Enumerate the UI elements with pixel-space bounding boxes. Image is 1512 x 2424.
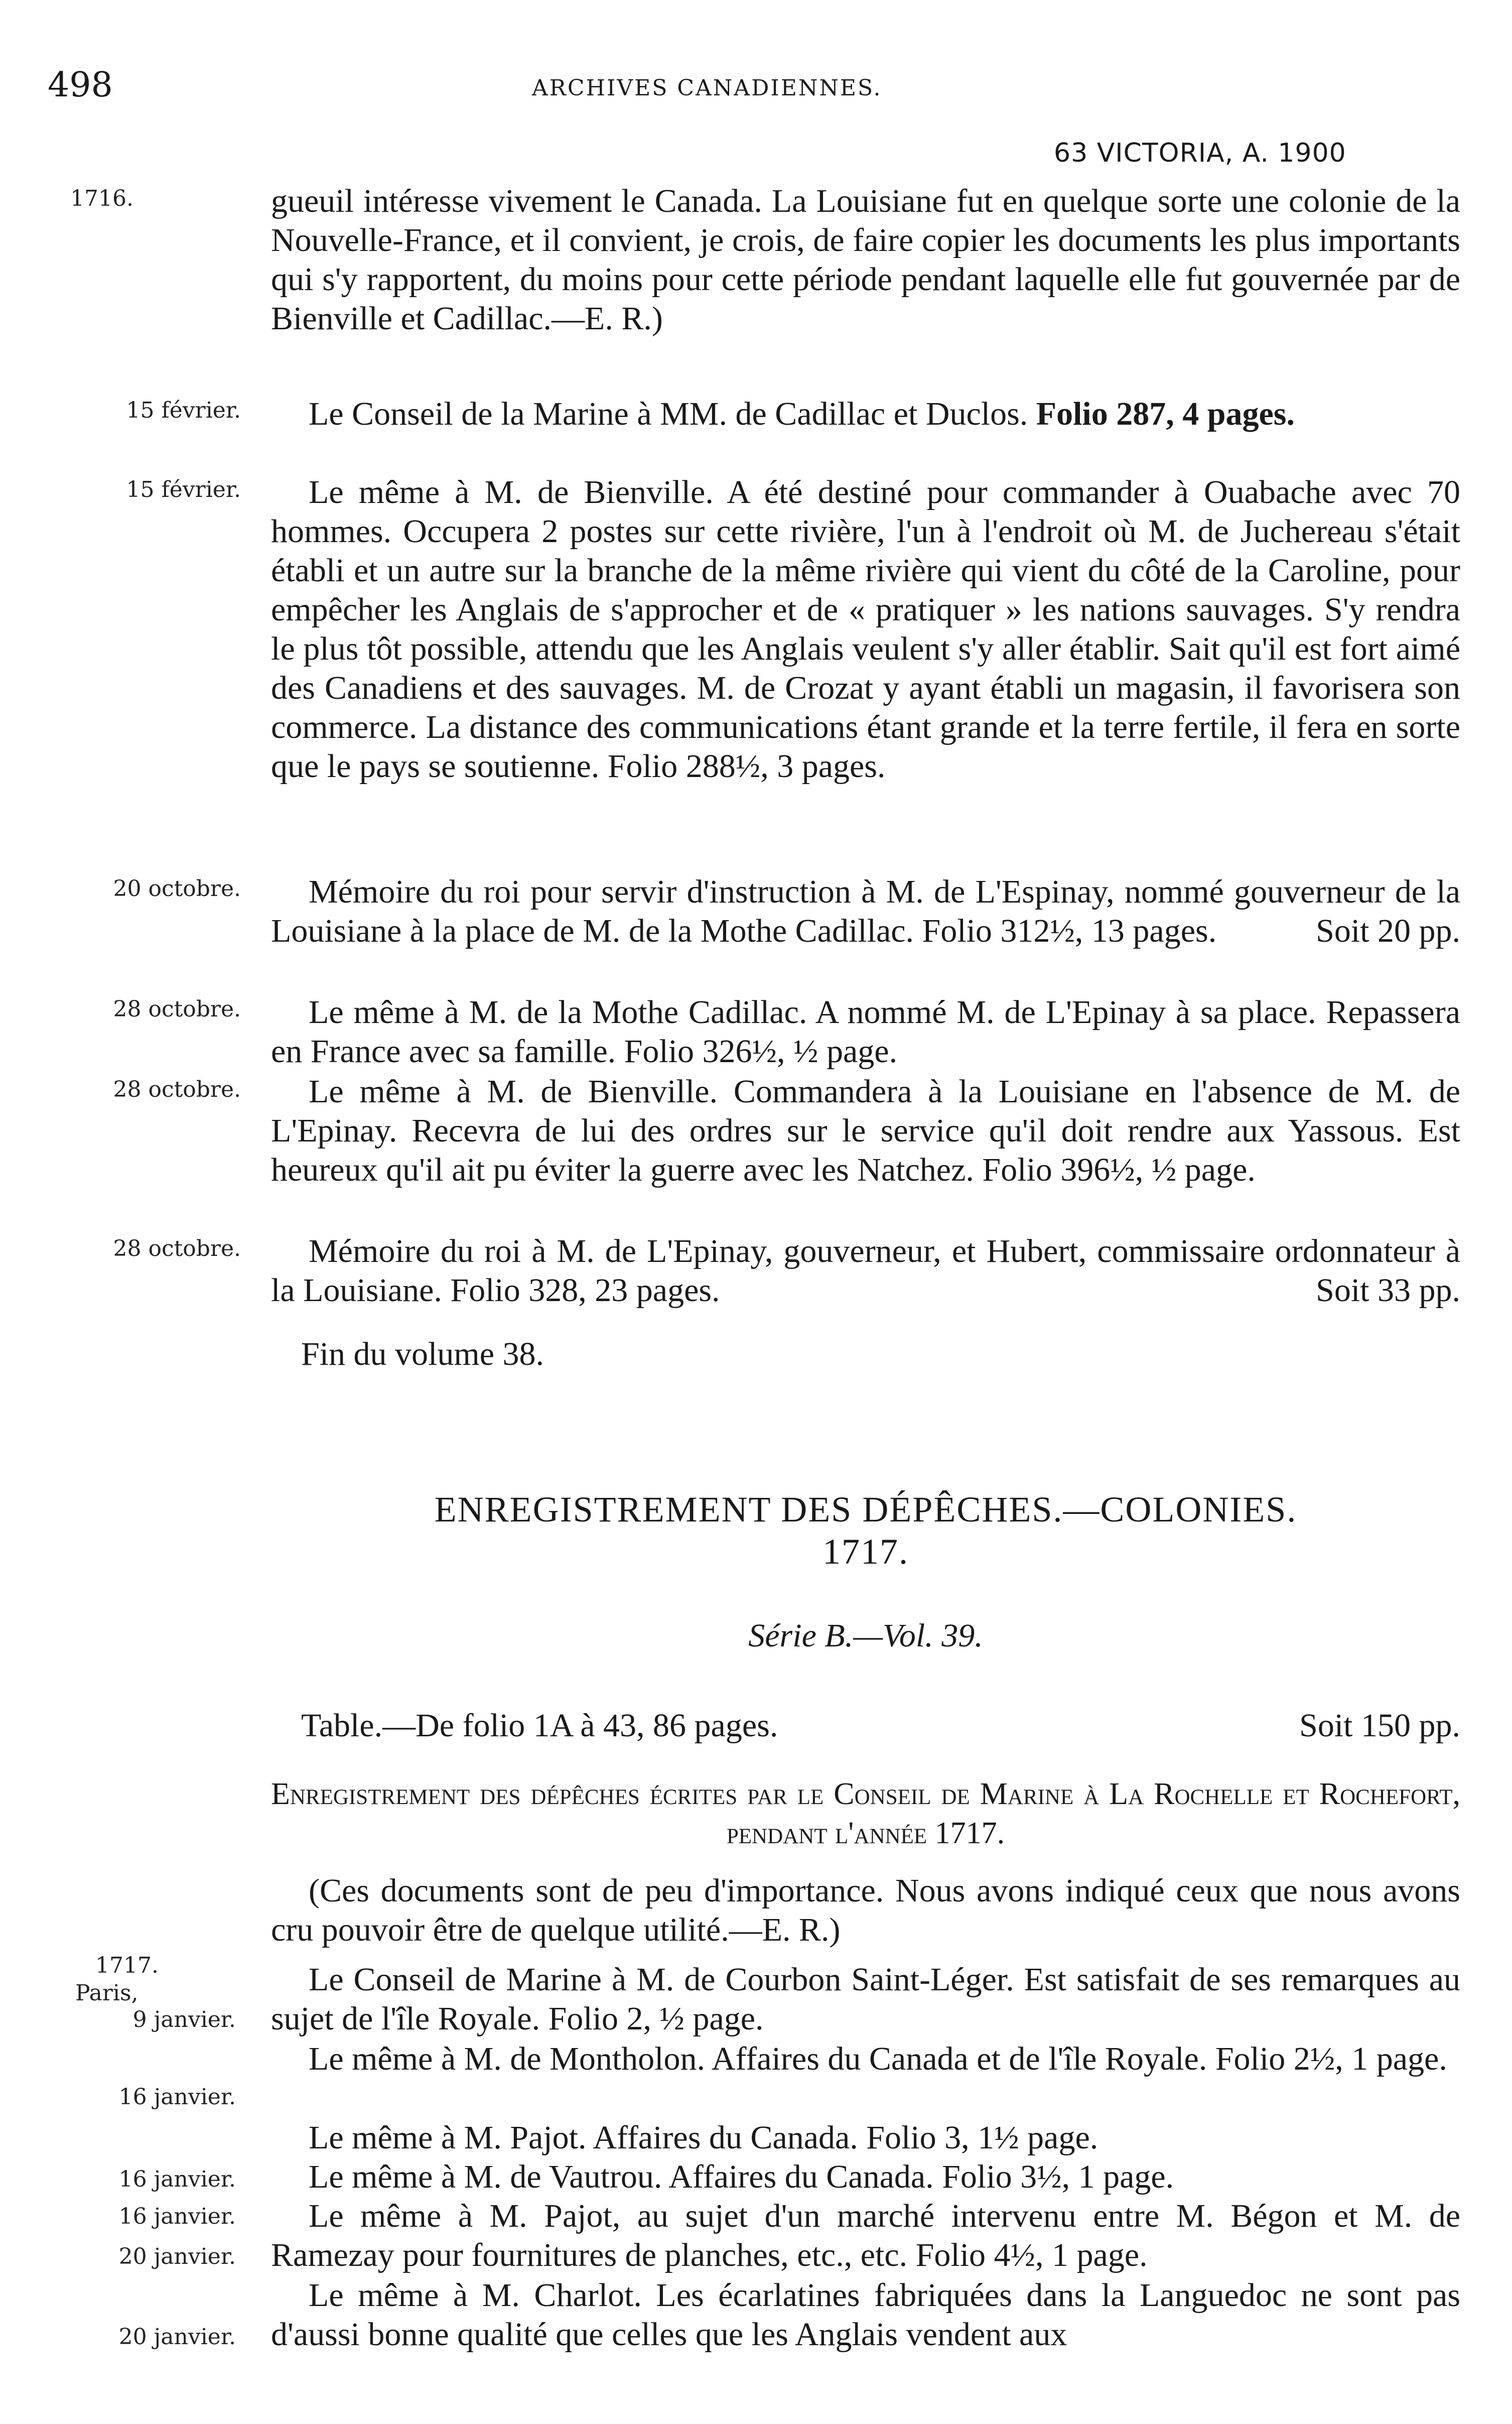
entry-ref: Folio 287, 4 pages. (1036, 396, 1295, 432)
table-reference: Table.—De folio 1A à 43, 86 pages. (301, 1707, 778, 1744)
margin-date: 28 octobre. (113, 1077, 241, 1102)
margin-date: 15 février. (126, 477, 241, 502)
entry-paragraph: Le même à M. Charlot. Les écarlatines fabriquées dans la Languedoc ne sont pas d'aussi bonne qualité que celles que les Anglais vendent aux (271, 2277, 1460, 2353)
margin-year: 1717. (95, 1953, 159, 1978)
margin-date: 16 janvier. (118, 2204, 236, 2229)
entry-paragraph (271, 1232, 1460, 1310)
entry-paragraph: Le même à M. de Bienville. A été destiné pour commander à Ouabache avec 70 hommes. Occupera 2 postes sur cette rivière, l'un à l'endroit où M. de Juchereau s'était établi et un autre sur la branche de la même rivière qui vient du côté de la Caroline, pour empêcher les Anglais de s'approcher et de « pratiquer » les nations sauvages. S'y rendra le plus tôt possible, attendu que les Anglais veulent s'y aller établir. Sait qu'il est fort aimé des Canadiens et des sauvages. M. de Crozat y ayant établi un magasin, il favorisera son commerce. La distance des communications étant grande et la terre fertile, il fera en sorte que le pays se soutienne. Folio 288½, 3 pages. (271, 474, 1460, 785)
entry-paragraph: Le même à M. de Bienville. Commandera à la Louisiane en l'absence de M. de L'Epinay. Recevra de lui des ordres sur le service qu'il doit rendre aux Yassous. Est heureux qu'il ait pu éviter la guerre avec les Natchez. Folio 396½, ½ page. (271, 1073, 1460, 1188)
margin-date: 28 octobre. (113, 996, 241, 1022)
margin-date: 16 janvier. (118, 2166, 236, 2192)
session-label: 63 VICTORIA, A. 1900 (1054, 138, 1346, 168)
margin-date: 20 janvier. (118, 2324, 236, 2350)
intro-paragraph: gueuil intéresse vivement le Canada. La Louisiane fut en quelque sorte une colonie de la Nouvelle-France, et il convient, je crois, de faire copier les documents les plus importants qui s'y rapportent, du moins pour cette période pendant laquelle elle fut gouvernée par de Bienville et Cadillac.—E. R.) (271, 183, 1460, 337)
entry-paragraph: Le même à M. de Montholon. Affaires du Canada et de l'île Royale. Folio 2½, 1 page. (309, 2040, 1447, 2077)
entry-paragraph (271, 872, 1460, 951)
entry-total: Soit 20 pp. (1316, 913, 1460, 949)
margin-date: 15 février. (126, 398, 241, 423)
margin-date: 9 janvier. (132, 2007, 236, 2032)
page-number: 498 (48, 65, 113, 105)
margin-date: 20 janvier. (118, 2244, 236, 2269)
running-title: ARCHIVES CANADIENNES. (532, 75, 882, 101)
entry-text: Mémoire du roi pour servir d'instruction à M. de L'Espinay, nommé gouverneur de la Louisiane à la place de M. de la Mothe Cadillac. Folio 312½, 13 pages. (271, 873, 1460, 949)
entry-paragraph (271, 395, 1460, 434)
margin-place: Paris, (75, 1980, 139, 2006)
entry-text: Mémoire du roi à M. de L'Epinay, gouverneur, et Hubert, commissaire ordonnateur à la Louisiane. Folio 328, 23 pages. (271, 1233, 1460, 1309)
end-of-volume: Fin du volume 38. (301, 1336, 544, 1372)
margin-year: 1716. (70, 186, 133, 211)
entry-paragraph: Le Conseil de Marine à M. de Courbon Saint-Léger. Est satisfait de ses remarques au sujet de l'île Royale. Folio 2, ½ page. (271, 1961, 1460, 2037)
entry-total: Soit 33 pp. (1316, 1272, 1460, 1309)
series-label: Série B.—Vol. 39. (748, 1617, 983, 1654)
section-year: 1717. (822, 1532, 909, 1572)
margin-date: 16 janvier. (118, 2084, 236, 2110)
entry-paragraph: Le même à M. de la Mothe Cadillac. A nommé M. de L'Epinay à sa place. Repassera en France avec sa famille. Folio 326½, ½ page. (271, 994, 1460, 1070)
entry-paragraph: Le même à M. de Vautrou. Affaires du Canada. Folio 3½, 1 page. (309, 2158, 1174, 2195)
margin-date: 20 octobre. (113, 876, 241, 902)
table-total: Soit 150 pp. (1299, 1707, 1460, 1744)
table-line (301, 1707, 1460, 1745)
entry-paragraph: Le même à M. Pajot, au sujet d'un marché intervenu entre M. Bégon et M. de Ramezay pour fournitures de planches, etc., etc. Folio 4½, 1 page. (271, 2198, 1460, 2273)
section-heading: ENREGISTREMENT DES DÉPÊCHES.—COLONIES. (434, 1489, 1297, 1529)
entry-text: Le Conseil de la Marine à MM. de Cadillac et Duclos. (309, 396, 1028, 432)
editor-note: (Ces documents sont de peu d'importance. Nous avons indiqué ceux que nous avons cru pouvoir être de quelque utilité.—E. R.) (271, 1872, 1460, 1948)
subheading: Enregistrement des dépêches écrites par le Conseil de Marine à La Rochelle et Rochefort, pendant l'année 1717. (271, 1777, 1460, 1850)
margin-date: 28 octobre. (113, 1236, 241, 1261)
entry-paragraph: Le même à M. Pajot. Affaires du Canada. Folio 3, 1½ page. (309, 2119, 1098, 2156)
